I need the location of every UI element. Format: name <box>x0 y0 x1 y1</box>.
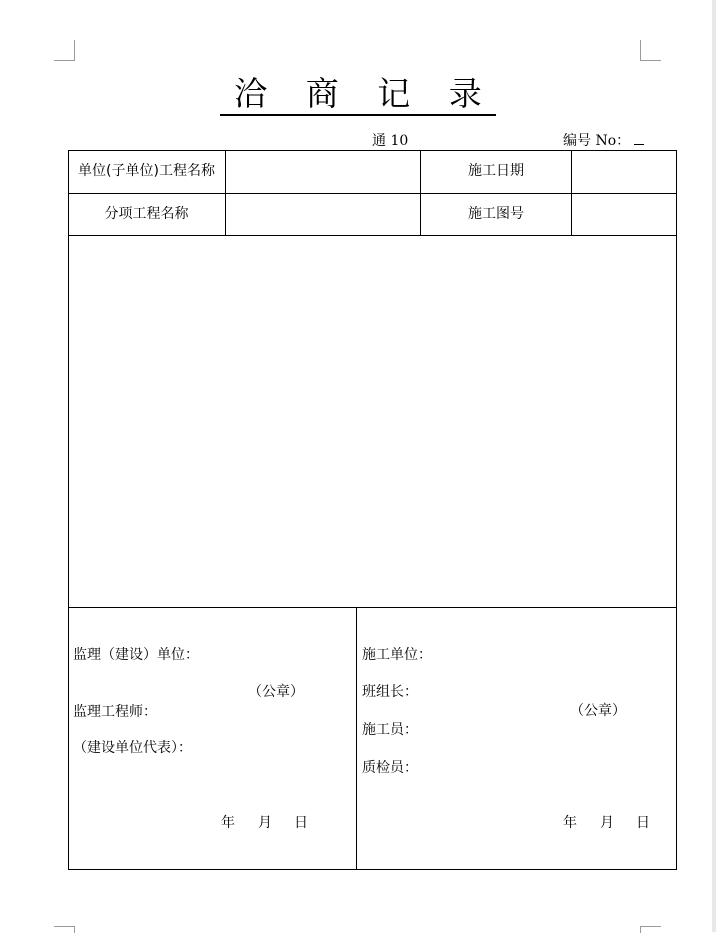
right-date-month: 月 <box>600 815 614 831</box>
serial-label: 编号 No： <box>563 133 631 149</box>
project-name-field[interactable] <box>226 151 420 193</box>
negotiation-content-area[interactable] <box>69 236 676 607</box>
serial-blank[interactable] <box>634 132 644 145</box>
quality-inspector-label: 质检员： <box>362 760 418 776</box>
table-border-right <box>676 150 677 870</box>
crop-mark-top-left <box>54 40 75 61</box>
construction-unit-label: 施工单位： <box>362 647 432 663</box>
left-date-month: 月 <box>258 815 272 831</box>
project-name-label: 单位(子单位)工程名称 <box>78 163 215 179</box>
drawing-number-label: 施工图号 <box>468 206 524 222</box>
row-divider-3 <box>68 607 677 608</box>
supervision-seal-label: （公章） <box>248 684 304 700</box>
team-leader-label: 班组长： <box>362 684 418 700</box>
document-title <box>0 68 716 115</box>
construction-date-field[interactable] <box>572 151 676 193</box>
drawing-number-field[interactable] <box>572 194 676 235</box>
right-date-day: 日 <box>636 815 650 831</box>
right-date-year: 年 <box>563 815 577 831</box>
construction-seal-label: （公章） <box>570 703 626 719</box>
owner-representative-label: （建设单位代表）： <box>73 740 192 756</box>
sub-project-name-field[interactable] <box>226 194 420 235</box>
sub-project-name-label: 分项工程名称 <box>104 206 189 222</box>
document-title-text: 洽 商 记 录 <box>220 74 495 116</box>
table-border-bottom <box>68 869 677 870</box>
supervision-unit-label: 监理（建设）单位： <box>73 647 199 663</box>
form-code: 通 10 <box>372 133 409 149</box>
construction-worker-label: 施工员： <box>362 722 418 738</box>
left-date-day: 日 <box>294 815 308 831</box>
serial-number <box>563 130 644 150</box>
crop-mark-top-right <box>640 40 661 61</box>
left-date-year: 年 <box>221 815 235 831</box>
page-edge <box>712 0 716 932</box>
supervising-engineer-label: 监理工程师： <box>73 704 157 720</box>
form-table <box>68 150 677 870</box>
construction-date-label: 施工日期 <box>468 163 524 179</box>
signature-divider <box>356 607 357 870</box>
